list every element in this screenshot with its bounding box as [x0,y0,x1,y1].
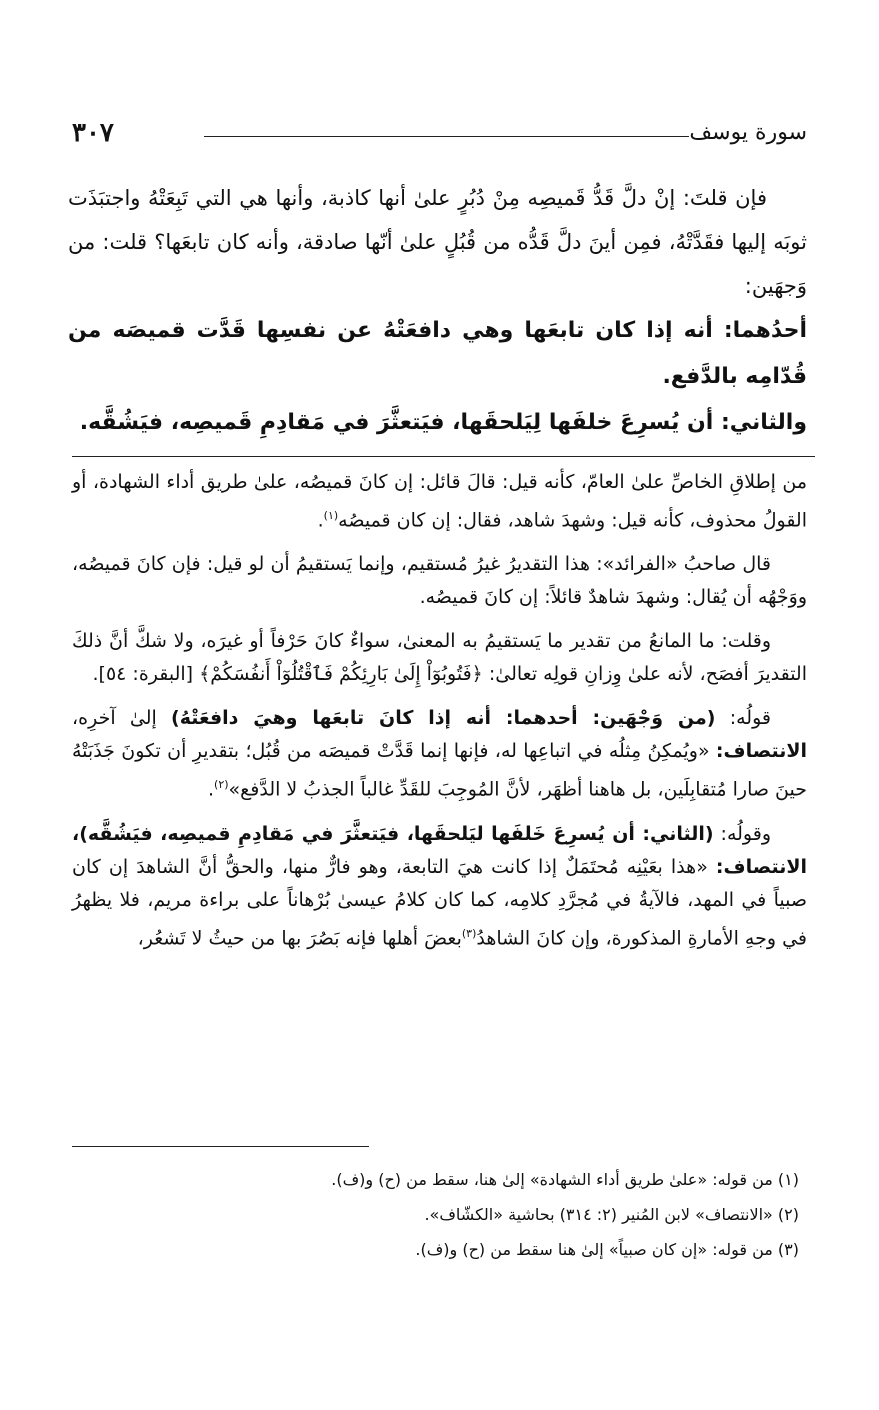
footnote-ref: (٣) [461,926,477,940]
quoted-phrase: (من وَجْهَين: أحدهما: أنه إذا كانَ تابعَها وهيَ دافعَتْهُ) [171,707,716,730]
footnotes [72,1162,807,1267]
page-number: ٣٠٧ [72,118,114,148]
paragraph-text: إلىٰ آخرِه، [72,707,172,730]
commentary-paragraph [72,466,807,537]
paragraph-text: «هذا بعَيْنِه مُحتَمَلٌ إذا كانت هيَ التابعة، وهو فارٌّ منها، والحقُّ أنَّ الشاهدَ إن كان صبياً في المهد، فالآيةُ في مُجرَّدِ كلامِه، كما كان كلامُ عيسىٰ بُرْهاناً على براءة مريم، فلا يظهرُ في وجهِ الأمارةِ المذكورة، وإن كانَ الشاهدُ [72,855,807,949]
paragraph-text: بعضَ أهلها فإنه بَصُرَ بها من حيثُ لا تَشعُر، [137,926,462,949]
header-rule [204,136,689,137]
footnote-ref: (٢) [214,778,229,792]
main-text [68,176,807,446]
quoted-phrase: (الثاني: أن يُسرِعَ خَلفَها ليَلحقَها، فيَتعثَّرَ في مَقادِمِ قميصِه، فيَشُقَّه)، الانتصاف: [72,822,807,878]
punctuation: . [207,778,215,801]
footnote: (٢) «الانتصاف» لابن المُنير (٢: ٣١٤) بحاشية «الكشّاف». [424,1205,799,1224]
commentary-separator [72,456,815,457]
footnote-rule [72,1146,369,1147]
paragraph-text: من إطلاقِ الخاصِّ علىٰ العامّ، كأنه قيل: قالَ قائل: إن كانَ قميصُه، علىٰ طريق أداء الشهادة، أو القولُ محذوف، كأنه قيل: وشهدَ شاهد، فقال: إن كان قميصُه [72,471,807,532]
punctuation: . [317,509,324,532]
main-paragraph: فإن قلتَ: إنْ دلَّ قَدُّ قَميصِه مِنْ دُبُرٍ علىٰ أنها كاذبة، وأنها هي التي تَبِعَتْهُ واجتبَذَت ثوبَه إليها فقَدَّتْهُ، فمِن أينَ دلَّ قَدُّه من قُبُلٍ علىٰ أنّها صادقة، وأنه كان تابعَها؟ قلت: من وَجهَين: [68,186,807,298]
second-reason: والثاني: أن يُسرِعَ خلفَها لِيَلحقَها، فيَتعثَّرَ في مَقادِمِ قَميصِه، فيَشُقَّه. [79,410,807,435]
commentary-paragraph [72,818,807,955]
commentary-paragraph [72,702,807,806]
footnote: (٣) من قوله: «إن كان صبياً» إلىٰ هنا سقط من (ح) و(ف). [415,1240,799,1259]
page-header [72,120,807,154]
commentary-paragraph: وقلت: ما المانعُ من تقدير ما يَستقيمُ به المعنىٰ، سواءٌ كانَ حَرْفاً أو غيرَه، ولا شكَّ أنَّ ذلكَ التقديرَ أفصَح، لأنه علىٰ وِزانِ قولِه تعالىٰ: ﴿فَتُوبُوٓاْ إِلَىٰ بَارِئِكُمْ فَٱقْتُلُوٓاْ أَنفُسَكُمْ﴾ [البقرة: ٥٤]. [72,630,807,686]
surah-title: سورة يوسف [689,120,807,145]
source-label: الانتصاف: [715,740,807,763]
paragraph-text: «ويُمكِنُ مِثلُه في اتباعِها له، فإنها إنما قَدَّتْ قميصَه من قُبُل؛ بتقديرِ أن تكونَ جَذَبَتْهُ حينَ صارا مُتقابِلَين، بل هاهنا أظهَر، لأنَّ المُوجِبَ للقَدِّ غالباً الجذبُ لا الدَّفع» [72,740,807,801]
paragraph-lead: قولُه: [715,707,771,730]
paragraph-lead: وقولُه: [713,822,771,845]
commentary-paragraph: قال صاحبُ «الفرائد»: هذا التقديرُ غيرُ مُستقيم، وإنما يَستقيمُ أن لو قيل: فإن كانَ قميصُه، ووَجْهُه أن يُقال: وشهدَ شاهدٌ قائلاً: إن كانَ قميصُه. [72,553,807,609]
first-reason: أحدُهما: أنه إذا كان تابعَها وهي دافعَتْهُ عن نفسِها قَدَّت قميصَه من قُدّامِه بالدَّفع. [68,318,807,389]
footnote-ref: (١) [323,509,339,522]
footnote: (١) من قوله: «علىٰ طريق أداء الشهادة» إلىٰ هنا، سقط من (ح) و(ف). [331,1170,799,1189]
commentary [72,466,807,966]
